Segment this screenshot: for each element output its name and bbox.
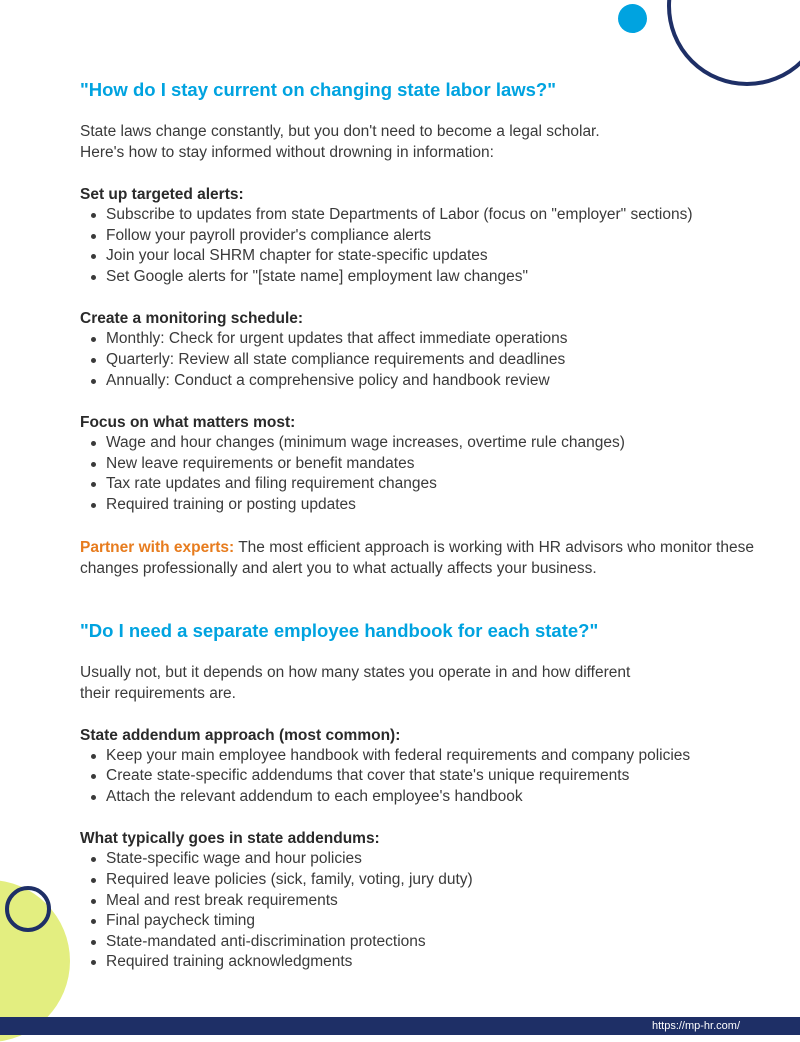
list-item: Tax rate updates and filing requirement changes [106,474,790,495]
subheading-addendum: State addendum approach (most common): [80,726,401,744]
intro-line: Usually not, but it depends on how many states you operate in and how different [80,663,631,681]
intro-line: State laws change constantly, but you don't need to become a legal scholar. [80,123,600,140]
decorative-blue-dot [618,4,647,33]
focus-list [80,433,790,515]
list-item: Follow your payroll provider's compliance alerts [106,226,790,247]
intro-line: Here's how to stay informed without drowning in information: [80,144,494,161]
list-item: Set Google alerts for "[state name] employment law changes" [106,267,790,288]
list-item: Required leave policies (sick, family, voting, jury duty) [106,870,790,891]
list-item: Wage and hour changes (minimum wage increases, overtime rule changes) [106,433,790,454]
partner-paragraph [80,537,790,579]
list-item: Required training or posting updates [106,495,790,516]
section-title-state-laws: "How do I stay current on changing state labor laws?" [80,79,557,100]
intro-line: their requirements are. [80,684,236,702]
section-title-handbook: "Do I need a separate employee handbook for each state?" [80,619,599,641]
section-intro-handbook [80,662,720,704]
footer-url-link[interactable]: https://mp-hr.com/ [651,1020,740,1032]
list-item: Quarterly: Review all state compliance requirements and deadlines [106,350,790,371]
list-item: Keep your main employee handbook with federal requirements and company policies [106,746,726,767]
subheading-focus: Focus on what matters most: [80,414,296,432]
footer-bar [0,1017,800,1035]
decorative-ring-top [667,0,800,86]
document-body [80,76,790,973]
subheading-addendum-contents: What typically goes in state addendums: [80,830,380,848]
addendum-contents-list [80,849,790,973]
list-item: Final paycheck timing [106,911,790,932]
list-item: Subscribe to updates from state Departments of Labor (focus on "employer" sections) [106,205,790,226]
addendum-list [80,746,790,808]
list-item: State-mandated anti-discrimination protections [106,932,790,953]
subheading-schedule: Create a monitoring schedule: [80,310,304,328]
list-item: State-specific wage and hour policies [106,849,790,870]
list-item: New leave requirements or benefit mandates [106,454,790,475]
list-item: Attach the relevant addendum to each employee's handbook [106,787,790,808]
section-intro-state-laws [80,121,720,163]
decorative-ring-bottom [5,886,51,932]
partner-text: The most efficient approach is working with HR advisors who monitor these changes professionally and alert you to what actually affects your business. [80,538,754,577]
subheading-alerts: Set up targeted alerts: [80,186,244,203]
list-item: Monthly: Check for urgent updates that affect immediate operations [106,329,790,350]
list-item: Annually: Conduct a comprehensive policy and handbook review [106,371,790,392]
list-item: Meal and rest break requirements [106,891,790,912]
partner-label: Partner with experts: [80,538,235,556]
list-item: Required training acknowledgments [106,952,790,973]
list-item: Create state-specific addendums that cover that state's unique requirements [106,766,790,787]
alerts-list [80,205,790,287]
schedule-list [80,329,790,391]
list-item: Join your local SHRM chapter for state-specific updates [106,246,790,267]
